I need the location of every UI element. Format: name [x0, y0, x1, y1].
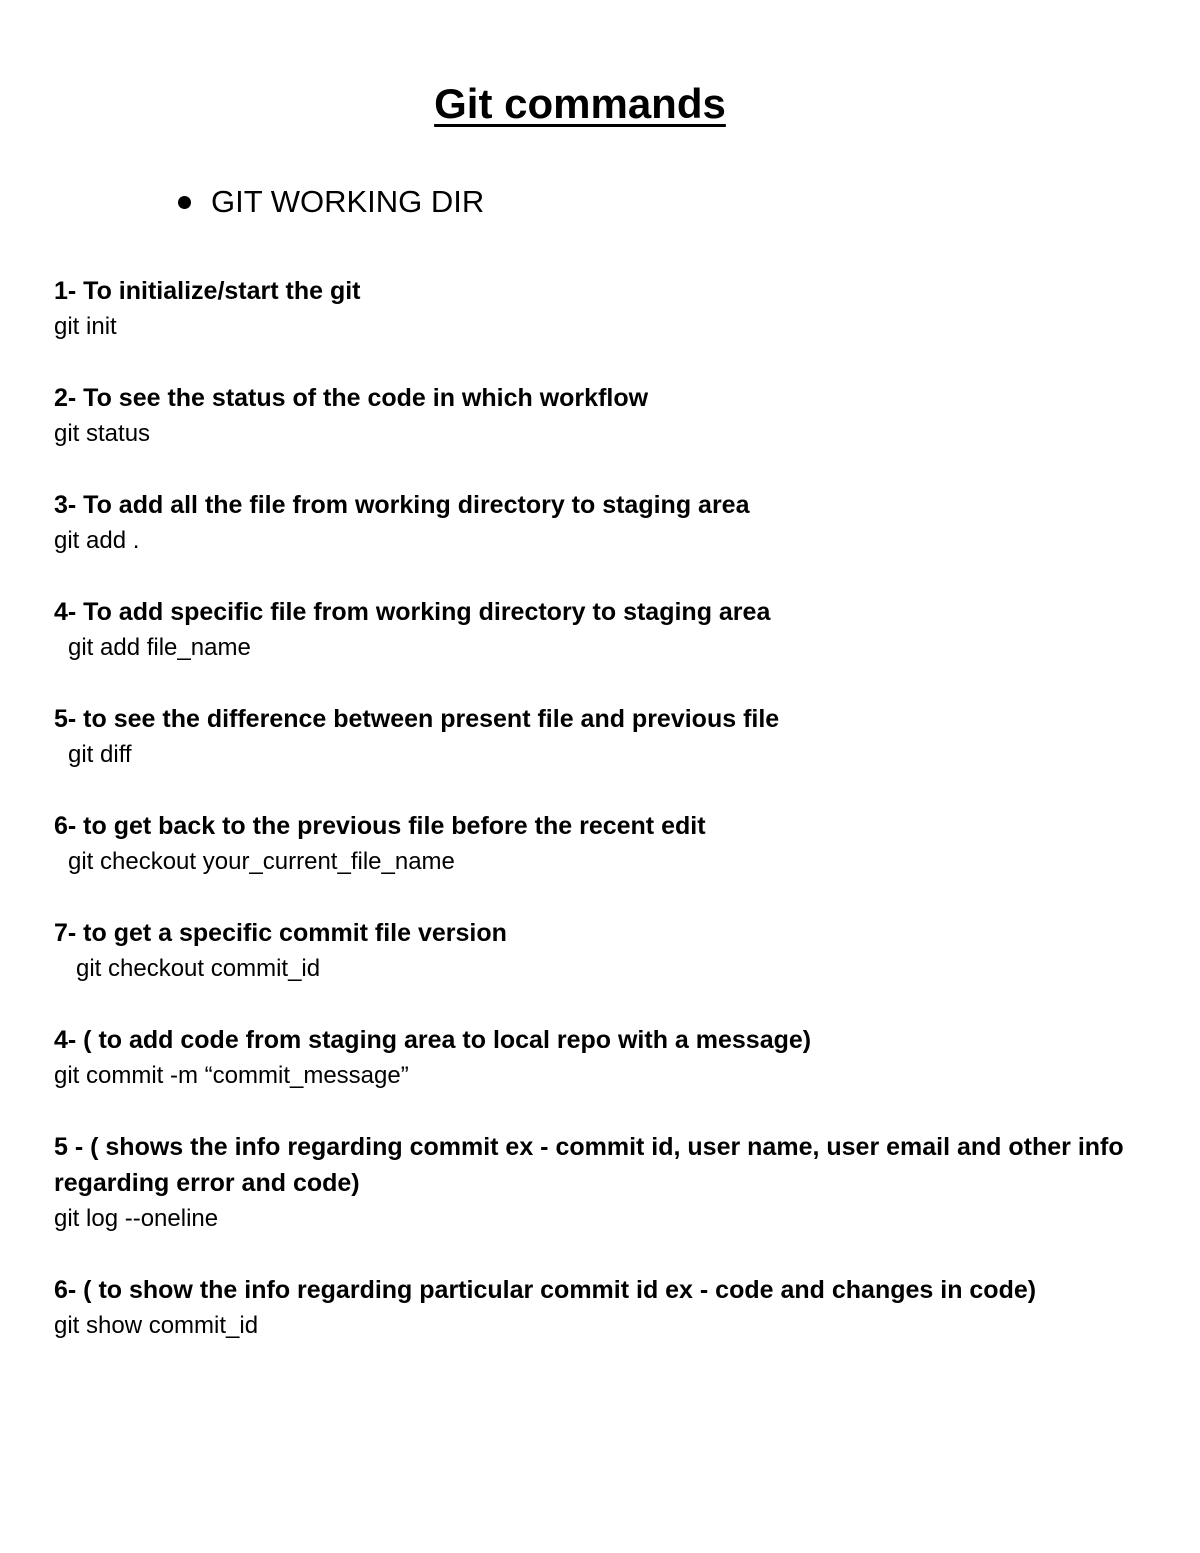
bullet-icon — [178, 196, 191, 209]
command-description: 2- To see the status of the code in which workflow — [54, 384, 649, 412]
command-description: 4- To add specific file from working directory to staging area — [54, 598, 771, 626]
command-entry — [54, 701, 1134, 773]
command-text: git diff — [68, 741, 132, 768]
command-text: git checkout your_current_file_name — [68, 848, 455, 875]
command-text: git show commit_id — [54, 1312, 259, 1339]
command-entry — [54, 487, 1134, 559]
command-text: git commit -m “commit_message” — [54, 1062, 409, 1089]
command-entry — [54, 594, 1134, 666]
page-title: Git commands — [434, 80, 726, 127]
command-description: 7- to get a specific commit file version — [54, 919, 507, 947]
command-list — [54, 273, 1134, 1379]
command-entry — [54, 273, 1134, 345]
command-entry — [54, 1129, 1134, 1237]
command-entry — [54, 380, 1134, 452]
command-entry — [54, 915, 1134, 987]
command-description: 6- to get back to the previous file before the recent edit — [54, 812, 706, 840]
command-description: 5- to see the difference between present file and previous file — [54, 705, 780, 733]
command-text: git init — [54, 313, 117, 340]
command-description: 3- To add all the file from working directory to staging area — [54, 491, 750, 519]
command-description: 6- ( to show the info regarding particular commit id ex - code and changes in code) — [54, 1276, 1037, 1304]
section-heading-label: GIT WORKING DIR — [211, 184, 485, 219]
command-text: git checkout commit_id — [76, 955, 321, 982]
command-description: 5 - ( shows the info regarding commit ex - commit id, user name, user email and other info regarding error and code) — [54, 1133, 1124, 1197]
command-description: 4- ( to add code from staging area to local repo with a message) — [54, 1026, 812, 1054]
command-text: git log --oneline — [54, 1205, 219, 1232]
command-text: git status — [54, 420, 151, 447]
command-text: git add file_name — [68, 634, 251, 661]
section-heading — [178, 182, 484, 222]
command-text: git add . — [54, 527, 140, 554]
command-entry — [54, 1022, 1134, 1094]
command-entry — [54, 1272, 1134, 1344]
command-entry — [54, 808, 1134, 880]
command-description: 1- To initialize/start the git — [54, 277, 361, 305]
